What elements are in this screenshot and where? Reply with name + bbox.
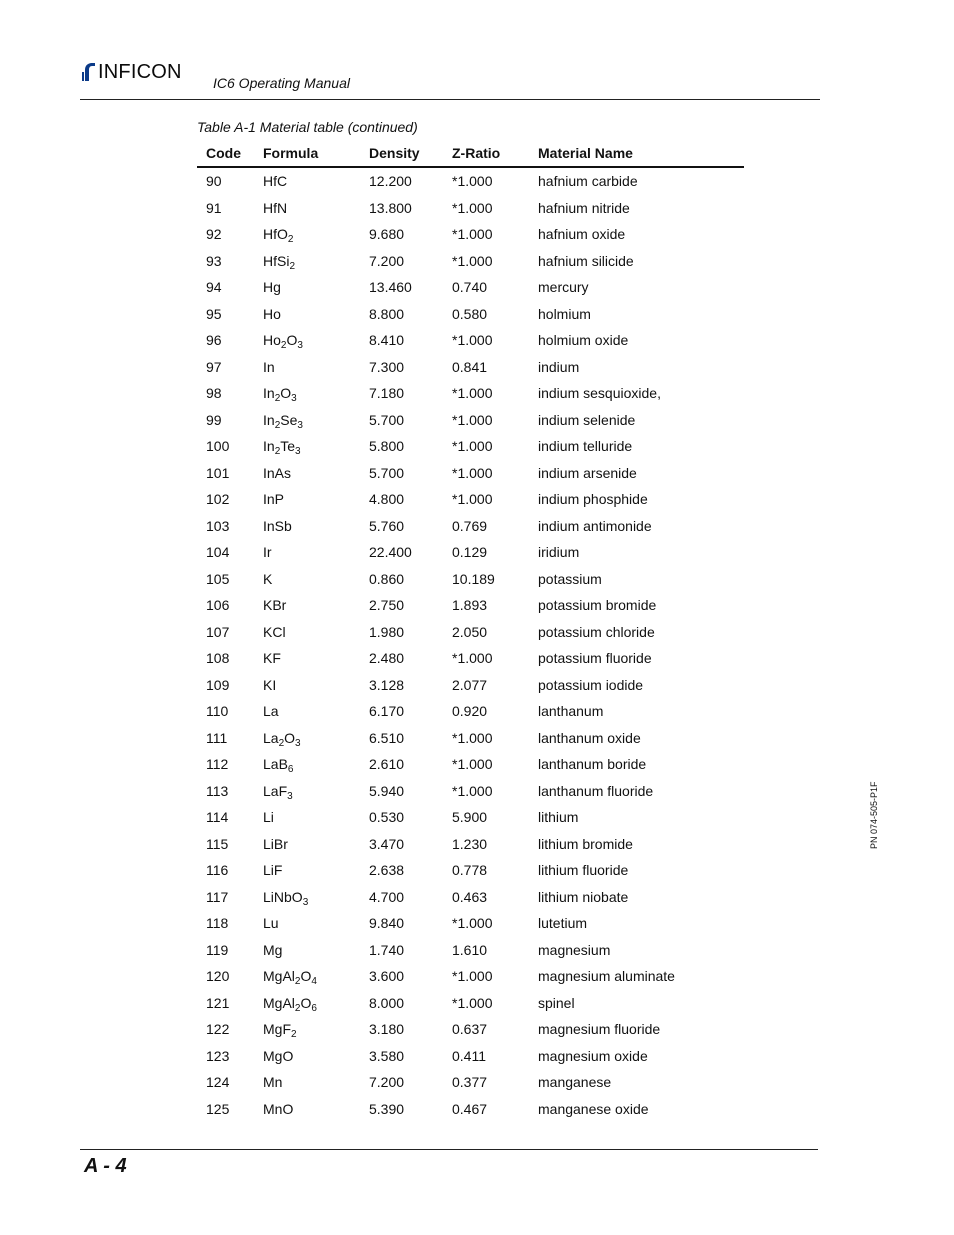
table-row [197,407,744,434]
cell-formula [263,460,291,487]
cell-z-ratio: *1.000 [452,729,493,746]
cell-formula [263,354,275,381]
cell-material-name: magnesium oxide [538,1047,648,1064]
formula-part: In [263,438,275,454]
cell-z-ratio: *1.000 [452,332,493,348]
cell-material-name: indium antimonide [538,517,652,534]
footer-divider [80,1149,818,1150]
cell-material-name: lutetium [538,915,588,931]
cell-density: 13.460 [369,279,412,295]
table-row [197,380,744,407]
cell-formula [263,301,281,328]
formula-subscript: 2 [274,446,281,457]
table-body [197,168,744,1122]
cell-formula [263,884,308,911]
cell-material-name: hafnium carbide [538,173,638,189]
cell-material-name: iridium [538,544,580,560]
cell-code: 125 [206,1100,230,1117]
formula-subscript: 6 [287,764,294,775]
formula-subscript: 2 [280,340,287,351]
cell-code: 99 [206,411,222,428]
cell-code: 114 [206,809,229,825]
cell-z-ratio: *1.000 [452,994,493,1011]
table-row [197,990,744,1017]
cell-code: 105 [206,570,230,587]
cell-z-ratio: 0.920 [452,703,488,719]
cell-density: 5.700 [369,464,405,481]
cell-formula [263,672,276,699]
cell-formula [263,831,288,858]
column-header-code: Code [206,145,241,161]
cell-density: 13.800 [369,199,412,216]
cell-code: 106 [206,597,230,613]
formula-subscript: 2 [294,1002,301,1014]
cell-density: 5.940 [369,782,405,799]
cell-code: 103 [206,517,230,534]
cell-formula [263,804,274,831]
table-row [197,804,744,831]
formula-part: O [280,385,292,401]
cell-code: 104 [206,544,230,560]
table-row [197,698,744,725]
formula-part: LiF [263,862,283,878]
cell-formula [263,327,303,354]
manual-title: IC6 Operating Manual [213,75,350,91]
cell-code: 124 [206,1074,230,1090]
cell-formula [263,433,301,460]
brand-name: INFICON [98,61,182,83]
table-row [197,248,744,275]
cell-formula [263,407,303,434]
cell-code: 113 [206,782,229,799]
table-row [197,857,744,884]
cell-formula [263,725,301,752]
table-row [197,195,744,222]
formula-part: MgAl [263,994,295,1011]
formula-subscript: 2 [294,976,301,987]
column-header-formula: Formula [263,145,319,161]
cell-z-ratio: *1.000 [452,226,493,242]
cell-z-ratio: 0.377 [452,1074,488,1090]
table-row [197,778,744,805]
formula-part: Te [280,438,296,454]
cell-code: 115 [206,835,229,852]
cell-formula [263,486,284,513]
formula-part: In [263,385,275,401]
formula-subscript: 3 [297,340,303,351]
cell-formula [263,910,279,937]
cell-density: 12.200 [369,173,412,189]
cell-code: 102 [206,491,230,507]
cell-code: 92 [206,226,222,242]
formula-part: O [300,968,312,984]
formula-part: K [263,570,273,587]
cell-formula [263,274,281,301]
cell-density: 6.170 [369,703,405,719]
cell-code: 109 [206,676,230,693]
table-row [197,751,744,778]
formula-part: Mg [263,941,283,958]
cell-material-name: potassium [538,570,602,587]
cell-material-name: hafnium oxide [538,226,626,242]
cell-density: 8.410 [369,332,405,348]
formula-part: MnO [263,1100,294,1117]
formula-subscript: 3 [295,446,301,457]
cell-material-name: manganese [538,1074,612,1090]
cell-density: 5.800 [369,438,405,454]
cell-code: 122 [206,1021,230,1037]
cell-material-name: potassium chloride [538,623,655,640]
formula-part: LaB [263,756,288,772]
cell-formula [263,963,317,990]
formula-part: HfO [263,226,288,242]
table-row [197,963,744,990]
formula-part: O [284,729,296,746]
formula-part: Se [280,411,298,428]
formula-part: MgAl [263,968,295,984]
formula-part: HfSi [263,252,290,269]
cell-density: 7.200 [369,1074,405,1090]
cell-material-name: potassium iodide [538,676,644,693]
table-row [197,274,744,301]
cell-code: 120 [206,968,230,984]
cell-z-ratio: *1.000 [452,411,493,428]
table-row [197,354,744,381]
cell-formula [263,990,317,1017]
cell-z-ratio: 0.129 [452,544,488,560]
cell-formula [263,1016,297,1043]
cell-z-ratio: 0.467 [452,1100,488,1117]
cell-material-name: lithium fluoride [538,862,629,878]
cell-material-name: indium arsenide [538,464,637,481]
cell-z-ratio: *1.000 [452,782,493,799]
cell-formula [263,778,293,805]
formula-part: InAs [263,464,292,481]
cell-density: 3.180 [369,1021,405,1037]
cell-code: 97 [206,358,222,375]
cell-z-ratio: 0.463 [452,888,488,905]
cell-density: 7.300 [369,358,405,375]
formula-subscript: 3 [295,737,301,749]
cell-code: 112 [206,756,229,772]
cell-code: 107 [206,623,230,640]
formula-part: LiNbO [263,888,303,905]
cell-code: 100 [206,438,230,454]
formula-part: LiBr [263,835,288,852]
formula-subscript: 3 [302,896,309,908]
cell-code: 96 [206,332,222,348]
formula-part: O [300,994,312,1011]
cell-code: 108 [206,650,230,666]
cell-material-name: holmium oxide [538,332,629,348]
formula-subscript: 2 [274,419,281,431]
cell-code: 123 [206,1047,230,1064]
cell-density: 3.580 [369,1047,405,1064]
formula-part: MgF [263,1021,291,1037]
cell-code: 93 [206,252,222,269]
formula-subscript: 2 [289,260,296,272]
inficon-logo-icon [82,62,96,82]
cell-z-ratio: 2.077 [452,676,488,693]
table-row [197,884,744,911]
cell-z-ratio: 0.778 [452,862,488,878]
cell-material-name: lanthanum boride [538,756,647,772]
table-row [197,1043,744,1070]
table-header [197,140,744,168]
formula-part: Mn [263,1074,283,1090]
cell-formula [263,380,297,407]
column-header-z-ratio: Z-Ratio [452,145,501,161]
cell-z-ratio: *1.000 [452,968,493,984]
table-row [197,539,744,566]
cell-formula [263,592,286,619]
cell-code: 118 [206,915,229,931]
cell-code: 101 [206,464,230,481]
cell-formula [263,1096,293,1123]
cell-z-ratio: *1.000 [452,385,493,401]
cell-material-name: indium [538,358,580,375]
cell-formula [263,168,287,195]
cell-density: 1.740 [369,941,405,958]
formula-part: Ho [263,332,281,348]
cell-material-name: indium sesquioxide, [538,385,661,401]
cell-density: 3.128 [369,676,405,693]
formula-subscript: 2 [287,234,294,245]
inficon-logo [82,60,194,84]
cell-density: 0.530 [369,809,405,825]
formula-subscript: 3 [291,393,297,404]
cell-formula [263,1069,282,1096]
table-row [197,725,744,752]
cell-formula [263,221,293,248]
formula-part: Li [263,809,274,825]
table-row [197,937,744,964]
cell-z-ratio: *1.000 [452,199,493,216]
cell-formula [263,751,293,778]
cell-code: 117 [206,888,229,905]
cell-material-name: magnesium [538,941,611,958]
table-row [197,327,744,354]
formula-subscript: 3 [297,419,303,431]
cell-density: 7.200 [369,252,405,269]
cell-z-ratio: 10.189 [452,570,495,587]
cell-density: 1.980 [369,623,405,640]
cell-density: 3.470 [369,835,405,852]
table-row [197,1069,744,1096]
formula-part: Ho [263,305,281,322]
table-row [197,592,744,619]
formula-subscript: 6 [311,1002,317,1014]
cell-z-ratio: *1.000 [452,464,493,481]
formula-part: KF [263,650,281,666]
cell-code: 91 [206,199,222,216]
cell-density: 22.400 [369,544,412,560]
formula-part: LaF [263,782,288,799]
cell-z-ratio: 0.841 [452,358,488,375]
cell-material-name: lanthanum [538,703,604,719]
page-number: A - 4 [84,1155,127,1177]
table-row [197,301,744,328]
formula-part: MgO [263,1047,294,1064]
cell-formula [263,857,282,884]
cell-material-name: potassium fluoride [538,650,652,666]
table-row [197,486,744,513]
cell-density: 2.610 [369,756,405,772]
formula-part: KCl [263,623,286,640]
cell-z-ratio: *1.000 [452,650,493,666]
cell-material-name: indium phosphide [538,491,648,507]
cell-z-ratio: 1.893 [452,597,488,613]
cell-formula [263,698,279,725]
table-row [197,168,744,195]
formula-subscript: 2 [291,1029,297,1040]
formula-subscript: 3 [287,790,293,802]
formula-part: Ir [263,544,272,560]
table-row [197,221,744,248]
cell-material-name: lithium bromide [538,835,633,852]
table-row [197,645,744,672]
cell-density: 7.180 [369,385,405,401]
cell-code: 94 [206,279,222,295]
cell-material-name: magnesium fluoride [538,1021,661,1037]
cell-material-name: lithium niobate [538,888,629,905]
formula-part: O [286,332,298,348]
cell-density: 2.638 [369,862,405,878]
table-caption: Table A-1 Material table (continued) [197,119,418,135]
cell-material-name: holmium [538,305,591,322]
formula-part: In [263,358,275,375]
formula-subscript: 4 [311,976,317,987]
cell-material-name: potassium bromide [538,597,657,613]
cell-z-ratio: *1.000 [452,491,493,507]
cell-material-name: indium telluride [538,438,633,454]
cell-code: 95 [206,305,222,322]
formula-part: HfC [263,173,288,189]
cell-material-name: hafnium nitride [538,199,630,216]
formula-part: La [263,729,279,746]
table-row [197,672,744,699]
cell-density: 5.760 [369,517,405,534]
cell-material-name: lanthanum oxide [538,729,641,746]
cell-density: 6.510 [369,729,405,746]
formula-part: InP [263,491,285,507]
column-header-density: Density [369,145,420,161]
formula-part: In [263,411,275,428]
cell-code: 98 [206,385,222,401]
formula-part: KI [263,676,277,693]
table-row [197,460,744,487]
cell-material-name: indium selenide [538,411,636,428]
cell-formula [263,937,282,964]
header-divider [80,99,820,100]
cell-z-ratio: 5.900 [452,809,488,825]
cell-z-ratio: 0.769 [452,517,488,534]
formula-part: Lu [263,915,279,931]
cell-z-ratio: *1.000 [452,252,493,269]
cell-z-ratio: 0.740 [452,279,488,295]
cell-code: 119 [206,941,229,958]
cell-material-name: hafnium silicide [538,252,634,269]
cell-density: 5.390 [369,1100,405,1117]
cell-material-name: lanthanum fluoride [538,782,654,799]
cell-z-ratio: *1.000 [452,756,493,772]
formula-part: La [263,703,279,719]
table-row [197,513,744,540]
table-row [197,1016,744,1043]
cell-z-ratio: *1.000 [452,438,493,454]
cell-density: 9.680 [369,226,405,242]
formula-part: InSb [263,517,292,534]
cell-formula [263,539,272,566]
cell-code: 111 [206,729,228,746]
cell-z-ratio: *1.000 [452,915,493,931]
cell-material-name: mercury [538,279,589,295]
cell-density: 9.840 [369,915,405,931]
cell-formula [263,195,287,222]
cell-density: 4.700 [369,888,405,905]
cell-formula [263,619,286,646]
cell-material-name: manganese oxide [538,1100,649,1117]
table-row [197,566,744,593]
table-row [197,831,744,858]
table-row [197,433,744,460]
cell-formula [263,645,281,672]
formula-part: Hg [263,279,281,295]
cell-density: 2.480 [369,650,405,666]
cell-density: 3.600 [369,968,405,984]
cell-formula [263,1043,293,1070]
formula-subscript: 2 [278,737,285,749]
material-table [197,140,744,1122]
cell-material-name: lithium [538,809,579,825]
cell-code: 121 [206,994,230,1011]
cell-density: 0.860 [369,570,405,587]
cell-code: 116 [206,862,229,878]
cell-z-ratio: 2.050 [452,623,488,640]
cell-density: 5.700 [369,411,405,428]
table-row [197,910,744,937]
cell-density: 8.800 [369,305,405,322]
table-row [197,1096,744,1123]
cell-code: 110 [206,703,229,719]
part-number: PN 074-505-P1F [869,781,879,849]
cell-material-name: magnesium aluminate [538,968,675,984]
cell-z-ratio: 0.411 [452,1047,486,1064]
cell-density: 8.000 [369,994,405,1011]
column-header-material-name: Material Name [538,145,633,161]
formula-subscript: 2 [274,393,281,404]
cell-formula [263,513,292,540]
cell-formula [263,566,272,593]
formula-part: HfN [263,199,288,216]
formula-part: KBr [263,597,287,613]
cell-z-ratio: 0.580 [452,305,488,322]
cell-z-ratio: *1.000 [452,173,493,189]
cell-formula [263,248,295,275]
cell-density: 2.750 [369,597,405,613]
cell-z-ratio: 1.610 [452,941,488,958]
cell-density: 4.800 [369,491,405,507]
cell-z-ratio: 1.230 [452,835,488,852]
cell-material-name: spinel [538,994,575,1011]
cell-code: 90 [206,173,222,189]
table-row [197,619,744,646]
cell-z-ratio: 0.637 [452,1021,488,1037]
